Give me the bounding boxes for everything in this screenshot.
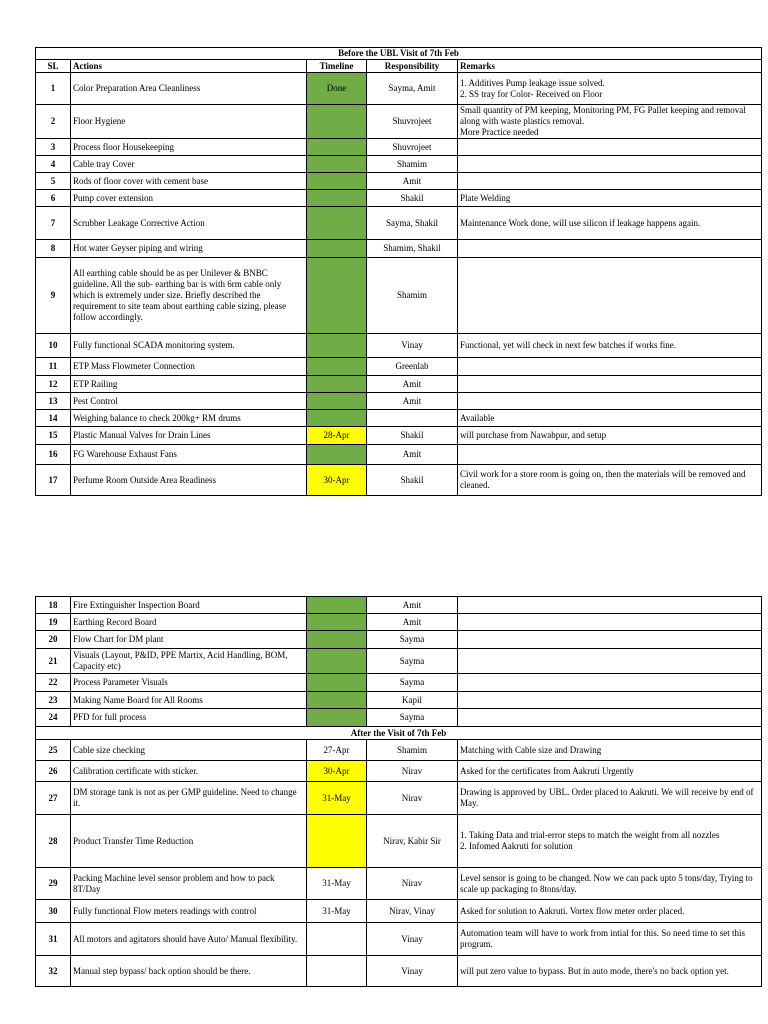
action-cell: Making Name Board for All Rooms — [71, 692, 307, 709]
remarks-cell: Small quantity of PM keeping, Monitoring PM, FG Pallet keeping and removal along with waste plastics removal. More Practice needed — [458, 105, 762, 139]
sl-cell: 31 — [36, 923, 71, 956]
header-responsibility: Responsibility — [367, 60, 458, 73]
timeline-cell — [307, 410, 367, 427]
timeline-cell — [307, 393, 367, 410]
responsibility-cell: Shakil — [367, 427, 458, 445]
table-row — [36, 358, 762, 376]
responsibility-cell: Shakil — [367, 465, 458, 496]
responsibility-cell: Sayma — [367, 674, 458, 692]
responsibility-cell: Nirav — [367, 782, 458, 815]
responsibility-cell: Sayma — [367, 649, 458, 674]
remarks-cell: Level sensor is going to be changed. Now we can pack upto 5 tons/day, Trying to scale up packaging to 8tons/day. — [458, 868, 762, 900]
timeline-cell — [307, 258, 367, 334]
sl-cell: 32 — [36, 956, 71, 987]
timeline-cell — [307, 207, 367, 240]
action-cell: Color Preparation Area Cleanliness — [71, 73, 307, 105]
action-cell: Scrubber Leakage Corrective Action — [71, 207, 307, 240]
action-cell: Cable tray Cover — [71, 156, 307, 173]
sl-cell: 16 — [36, 445, 71, 465]
responsibility-cell: Nirav — [367, 761, 458, 782]
responsibility-cell: Kapil — [367, 692, 458, 709]
sl-cell: 21 — [36, 649, 71, 674]
responsibility-cell: Amit — [367, 445, 458, 465]
action-table-before-visit — [35, 47, 762, 496]
sl-cell: 2 — [36, 105, 71, 139]
sl-cell: 19 — [36, 614, 71, 631]
responsibility-cell: Sayma — [367, 709, 458, 727]
timeline-cell: 31-May — [307, 782, 367, 815]
remarks-cell: Asked for solution to Aakruti. Vortex flow meter order placed. — [458, 900, 762, 923]
table-row — [36, 139, 762, 156]
sl-cell: 23 — [36, 692, 71, 709]
remarks-cell: will purchase from Nawabpur, and setup — [458, 427, 762, 445]
action-cell: All earthing cable should be as per Unilever & BNBC guideline. All the sub- earthing bar is with 6rm cable only which is extremely under size. Briefly described the requirement to site team about earthing cable sizing, please follow accordingly. — [71, 258, 307, 334]
remarks-cell — [458, 631, 762, 649]
action-cell: Product Transfer Time Reduction — [71, 815, 307, 868]
remarks-cell: Available — [458, 410, 762, 427]
remarks-cell: will put zero value to bypass. But in auto mode, there's no back option yet. — [458, 956, 762, 987]
responsibility-cell: Shamim, Shakil — [367, 240, 458, 258]
timeline-cell — [307, 139, 367, 156]
table-row — [36, 597, 762, 614]
remarks-cell — [458, 173, 762, 190]
remarks-cell — [458, 240, 762, 258]
table-row — [36, 207, 762, 240]
action-cell: All motors and agitators should have Auto/ Manual flexibility. — [71, 923, 307, 956]
table-row — [36, 692, 762, 709]
sl-cell: 13 — [36, 393, 71, 410]
timeline-cell: 30-Apr — [307, 465, 367, 496]
timeline-cell — [307, 709, 367, 727]
responsibility-cell — [367, 410, 458, 427]
timeline-cell — [307, 631, 367, 649]
table-row — [36, 427, 762, 445]
table-row — [36, 761, 762, 782]
responsibility-cell: Nirav, Vinay — [367, 900, 458, 923]
sl-cell: 4 — [36, 156, 71, 173]
header-actions: Actions — [71, 60, 307, 73]
action-cell: Floor Hygiene — [71, 105, 307, 139]
action-cell: PFD for full process — [71, 709, 307, 727]
action-cell: Pump cover extension — [71, 190, 307, 207]
action-cell: DM storage tank is not as per GMP guideline. Need to change it. — [71, 782, 307, 815]
remarks-cell: Civil work for a store room is going on, then the materials will be removed and cleaned. — [458, 465, 762, 496]
sl-cell: 29 — [36, 868, 71, 900]
responsibility-cell: Shuvrojeet — [367, 105, 458, 139]
responsibility-cell: Shamim — [367, 258, 458, 334]
timeline-cell: 31-May — [307, 868, 367, 900]
remarks-cell — [458, 709, 762, 727]
sl-cell: 18 — [36, 597, 71, 614]
timeline-cell — [307, 376, 367, 393]
action-cell: Hot water Geyser piping and wiring — [71, 240, 307, 258]
action-cell: Process floor Housekeeping — [71, 139, 307, 156]
remarks-cell — [458, 358, 762, 376]
timeline-cell — [307, 956, 367, 987]
header-remarks: Remarks — [458, 60, 762, 73]
action-cell: FG Warehouse Exhaust Fans — [71, 445, 307, 465]
action-cell: ETP Mass Flowmeter Connection — [71, 358, 307, 376]
remarks-cell: Matching with Cable size and Drawing — [458, 740, 762, 761]
action-cell: Fully functional SCADA monitoring system. — [71, 334, 307, 358]
sl-cell: 14 — [36, 410, 71, 427]
header-timeline: Timeline — [307, 60, 367, 73]
sl-cell: 15 — [36, 427, 71, 445]
responsibility-cell: Nirav — [367, 868, 458, 900]
remarks-cell — [458, 393, 762, 410]
responsibility-cell: Nirav, Kabir Sir — [367, 815, 458, 868]
table-row — [36, 649, 762, 674]
table-row — [36, 631, 762, 649]
action-cell: Process Parameter Visuals — [71, 674, 307, 692]
remarks-cell: Automation team will have to work from intial for this. So need time to set this program. — [458, 923, 762, 956]
table-row — [36, 258, 762, 334]
remarks-cell — [458, 156, 762, 173]
table-row — [36, 73, 762, 105]
table-row — [36, 465, 762, 496]
sl-cell: 6 — [36, 190, 71, 207]
action-cell: Earthing Record Board — [71, 614, 307, 631]
sl-cell: 7 — [36, 207, 71, 240]
sl-cell: 28 — [36, 815, 71, 868]
sl-cell: 17 — [36, 465, 71, 496]
table-row — [36, 156, 762, 173]
remarks-cell — [458, 258, 762, 334]
table-row — [36, 900, 762, 923]
sl-cell: 12 — [36, 376, 71, 393]
remarks-cell — [458, 445, 762, 465]
responsibility-cell: Amit — [367, 393, 458, 410]
responsibility-cell: Amit — [367, 376, 458, 393]
action-cell: ETP Railing — [71, 376, 307, 393]
table-row — [36, 240, 762, 258]
sl-cell: 3 — [36, 139, 71, 156]
table-row — [36, 410, 762, 427]
timeline-cell — [307, 334, 367, 358]
action-cell: Pest Control — [71, 393, 307, 410]
responsibility-cell: Sayma, Shakil — [367, 207, 458, 240]
action-cell: Cable size checking — [71, 740, 307, 761]
remarks-cell — [458, 139, 762, 156]
timeline-cell: 31-May — [307, 900, 367, 923]
table-row — [36, 956, 762, 987]
sl-cell: 5 — [36, 173, 71, 190]
sl-cell: 1 — [36, 73, 71, 105]
sl-cell: 27 — [36, 782, 71, 815]
sl-cell: 8 — [36, 240, 71, 258]
sl-cell: 11 — [36, 358, 71, 376]
responsibility-cell: Shuvrojeet — [367, 139, 458, 156]
sl-cell: 10 — [36, 334, 71, 358]
remarks-cell: Functional, yet will check in next few batches if works fine. — [458, 334, 762, 358]
timeline-cell: 30-Apr — [307, 761, 367, 782]
table-row — [36, 334, 762, 358]
timeline-cell — [307, 358, 367, 376]
timeline-cell — [307, 105, 367, 139]
remarks-cell — [458, 692, 762, 709]
remarks-cell: 1. Additives Pump leakage issue solved. 2. SS tray for Color- Received on Floor — [458, 73, 762, 105]
responsibility-cell: Vinay — [367, 956, 458, 987]
timeline-cell — [307, 445, 367, 465]
timeline-cell — [307, 923, 367, 956]
remarks-cell — [458, 597, 762, 614]
table-row — [36, 393, 762, 410]
table-row — [36, 868, 762, 900]
responsibility-cell: Greenlab — [367, 358, 458, 376]
table-row — [36, 173, 762, 190]
timeline-cell — [307, 692, 367, 709]
remarks-cell — [458, 674, 762, 692]
action-cell: Flow Chart for DM plant — [71, 631, 307, 649]
sl-cell: 9 — [36, 258, 71, 334]
responsibility-cell: Vinay — [367, 334, 458, 358]
sl-cell: 22 — [36, 674, 71, 692]
sl-cell: 25 — [36, 740, 71, 761]
remarks-cell — [458, 376, 762, 393]
timeline-cell: 28-Apr — [307, 427, 367, 445]
table-row — [36, 190, 762, 207]
table-row — [36, 445, 762, 465]
action-cell: Fire Extinguisher Inspection Board — [71, 597, 307, 614]
timeline-cell — [307, 597, 367, 614]
remarks-cell: 1. Taking Data and trial-error steps to match the weight from all nozzles 2. Infomed Aakruti for solution — [458, 815, 762, 868]
remarks-cell: Drawing is approved by UBL. Order placed to Aakruti. We will receive by end of May. — [458, 782, 762, 815]
action-cell: Perfume Room Outside Area Readiness — [71, 465, 307, 496]
table-row — [36, 923, 762, 956]
header-sl: SL — [36, 60, 71, 73]
action-cell: Packing Machine level sensor problem and how to pack 8T/Day — [71, 868, 307, 900]
table-row — [36, 376, 762, 393]
table-row — [36, 614, 762, 631]
timeline-cell: Done — [307, 73, 367, 105]
remarks-cell — [458, 614, 762, 631]
responsibility-cell: Shamim — [367, 156, 458, 173]
timeline-cell: 27-Apr — [307, 740, 367, 761]
timeline-cell — [307, 649, 367, 674]
responsibility-cell: Shakil — [367, 190, 458, 207]
sl-cell: 20 — [36, 631, 71, 649]
table-row — [36, 782, 762, 815]
action-cell: Plastic Manual Valves for Drain Lines — [71, 427, 307, 445]
timeline-cell — [307, 815, 367, 868]
action-cell: Fully functional Flow meters readings with control — [71, 900, 307, 923]
responsibility-cell: Sayma — [367, 631, 458, 649]
action-cell: Visuals (Layout, P&ID, PPE Martix, Acid Handling, BOM, Capacity etc) — [71, 649, 307, 674]
responsibility-cell: Shamim — [367, 740, 458, 761]
action-table-continued — [35, 596, 762, 987]
table-row — [36, 709, 762, 727]
responsibility-cell: Amit — [367, 173, 458, 190]
timeline-cell — [307, 156, 367, 173]
responsibility-cell: Sayma, Amit — [367, 73, 458, 105]
table-row — [36, 105, 762, 139]
responsibility-cell: Amit — [367, 614, 458, 631]
timeline-cell — [307, 173, 367, 190]
remarks-cell — [458, 649, 762, 674]
remarks-cell: Maintenance Work done, will use silicon if leakage happens again. — [458, 207, 762, 240]
remarks-cell: Plate Welding — [458, 190, 762, 207]
sl-cell: 24 — [36, 709, 71, 727]
responsibility-cell: Vinay — [367, 923, 458, 956]
responsibility-cell: Amit — [367, 597, 458, 614]
action-cell: Rods of floor cover with cement base — [71, 173, 307, 190]
table-row — [36, 815, 762, 868]
action-cell: Weighing balance to check 200kg+ RM drums — [71, 410, 307, 427]
timeline-cell — [307, 190, 367, 207]
sl-cell: 30 — [36, 900, 71, 923]
section-title-after: After the Visit of 7th Feb — [36, 727, 762, 740]
section-title-before: Before the UBL Visit of 7th Feb — [36, 48, 762, 60]
action-cell: Calibration certificate with sticker. — [71, 761, 307, 782]
timeline-cell — [307, 614, 367, 631]
timeline-cell — [307, 674, 367, 692]
table-row — [36, 674, 762, 692]
remarks-cell: Asked for the certificates from Aakruti Urgently — [458, 761, 762, 782]
table-row — [36, 740, 762, 761]
sl-cell: 26 — [36, 761, 71, 782]
action-cell: Manual step bypass/ back option should be there. — [71, 956, 307, 987]
timeline-cell — [307, 240, 367, 258]
